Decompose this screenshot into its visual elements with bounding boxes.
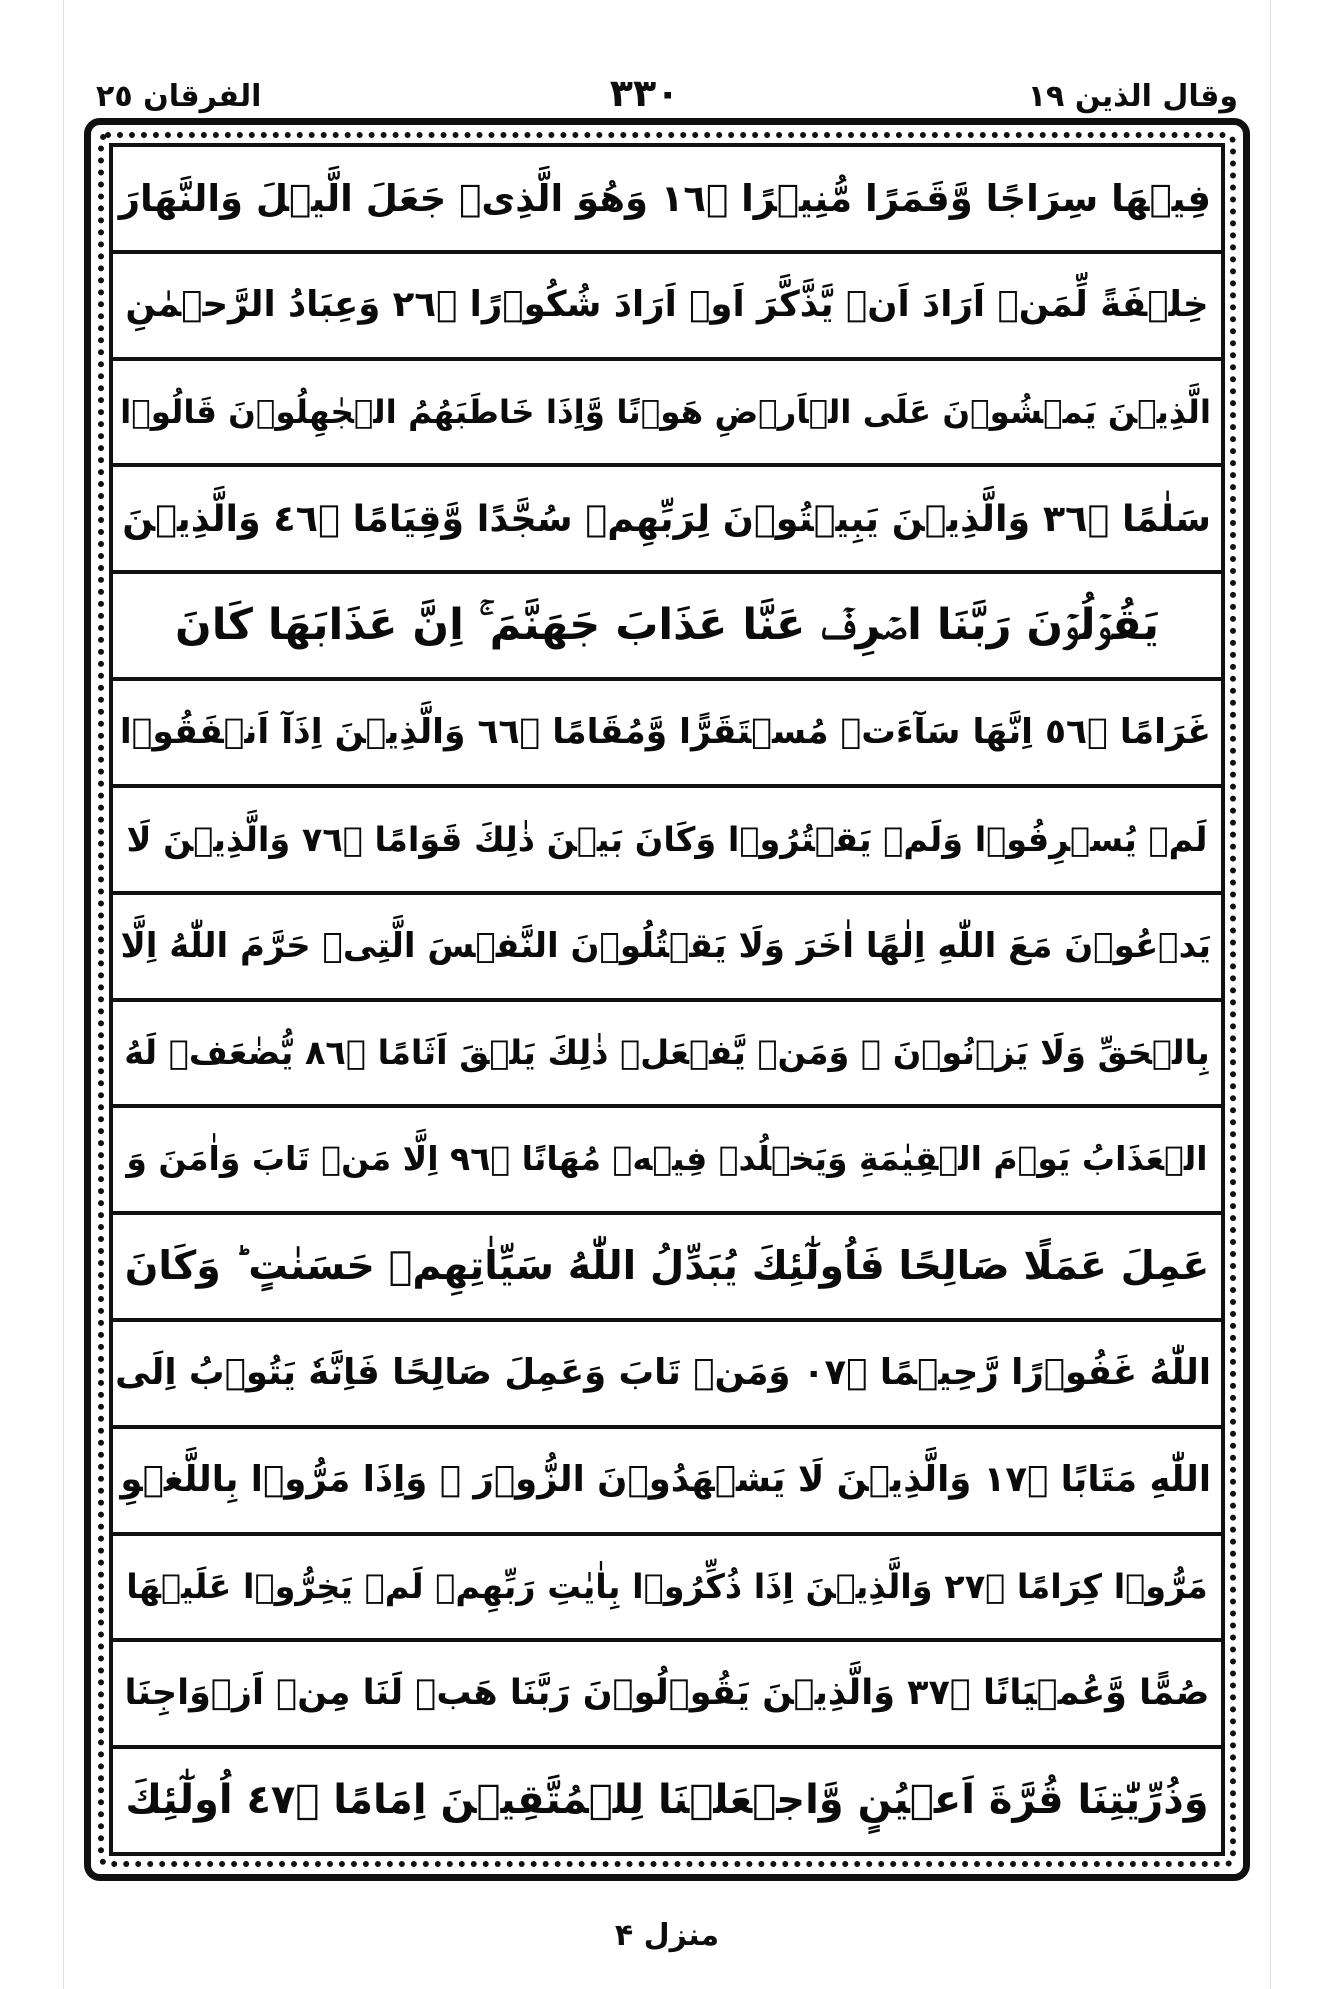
ayah-lines-container <box>109 143 1225 1856</box>
ayah-text: عَمِلَ عَمَلًا صَالِحًا فَاُولٰٓئِكَ يُبَدِّلُ اللّٰهُ سَيِّاٰتِهِمۡ حَسَنٰتٍ ؕ وَكَانَ <box>124 1243 1210 1290</box>
ayah-text: اللّٰهُ غَفُوۡرًا رَّحِيۡمًا ۝٧٠ وَمَنۡ تَابَ وَعَمِلَ صَالِحًا فَاِنَّهٗ يَتُوۡبُ اِلَى <box>115 1352 1211 1394</box>
ayah-text: لَمۡ يُسۡرِفُوۡا وَلَمۡ يَقۡتُرُوۡا وَكَانَ بَيۡنَ ذٰلِكَ قَوَامًا ۝٦٧ وَالَّذِيۡنَ لَا <box>126 819 1208 859</box>
ayah-line <box>113 147 1221 254</box>
ayah-line <box>113 1108 1221 1215</box>
ayah-text: الَّذِيۡنَ يَمۡشُوۡنَ عَلَى الۡاَرۡضِ هَوۡنًا وَّاِذَا خَاطَبَهُمُ الۡجٰهِلُوۡنَ قَالُوۡا <box>120 392 1211 431</box>
ayah-line <box>113 467 1221 574</box>
ayah-text: الۡعَذَابُ يَوۡمَ الۡقِيٰمَةِ وَيَخۡلُدۡ فِيۡهٖ مُهَانًا ۝٦٩ اِلَّا مَنۡ تَابَ وَاٰمَنَ وَ <box>126 1139 1208 1179</box>
ayah-line <box>113 1322 1221 1429</box>
ayah-line <box>113 574 1221 681</box>
ayah-line <box>113 1429 1221 1536</box>
scan-edge-left <box>63 0 64 1989</box>
page-number: ٣٣٠ <box>609 71 680 115</box>
page-footer <box>0 1881 1334 1989</box>
ayah-text: يَدۡعُوۡنَ مَعَ اللّٰهِ اِلٰهًا اٰخَرَ وَلَا يَقۡتُلُوۡنَ النَّفۡسَ الَّتِىۡ حَرَّمَ اللّٰهُ اِلَّا <box>120 926 1211 967</box>
ayah-text: بِالۡحَقِّ وَلَا يَزۡنُوۡنَ ۚ وَمَنۡ يَّفۡعَلۡ ذٰلِكَ يَلۡقَ اَثَامًا ۝٦٨ يُّضٰعَفۡ لَهُ <box>124 1033 1210 1073</box>
ayah-text: خِلۡفَةً لِّمَنۡ اَرَادَ اَنۡ يَّذَّكَّرَ اَوۡ اَرَادَ شُكُوۡرًا ۝٦٢ وَعِبَادُ الرَّحۡمٰنِ <box>125 284 1209 326</box>
ayah-text: صُمًّا وَّعُمۡيَانًا ۝٧٣ وَالَّذِيۡنَ يَقُوۡلُوۡنَ رَبَّنَا هَبۡ لَنَا مِنۡ اَزۡوَاجِنَا <box>124 1673 1210 1714</box>
manzil-label: منزل ۴ <box>614 1917 720 1953</box>
ayah-line <box>113 254 1221 361</box>
ayah-text: غَرَامًا ۝٦٥ اِنَّهَا سَآءَتۡ مُسۡتَقَرًّا وَّمُقَامًا ۝٦٦ وَالَّذِيۡنَ اِذَآ اَنۡفَقُوۡا <box>119 712 1211 753</box>
ayah-line <box>113 681 1221 788</box>
ayah-line <box>113 788 1221 895</box>
ayah-line <box>113 361 1221 468</box>
ayah-text: اللّٰهِ مَتَابًا ۝٧١ وَالَّذِيۡنَ لَا يَشۡهَدُوۡنَ الزُّوۡرَ ۙ وَاِذَا مَرُّوۡا بِاللَّغۡوِ <box>120 1459 1211 1501</box>
ornamental-frame <box>84 118 1250 1881</box>
ayah-text: سَلٰمًا ۝٦٣ وَالَّذِيۡنَ يَبِيۡتُوۡنَ لِرَبِّهِمۡ سُجَّدًا وَّقِيَامًا ۝٦٤ وَالَّذِيۡنَ <box>122 497 1211 541</box>
ayah-text: وَذُرِّيّٰتِنَا قُرَّةَ اَعۡيُنٍ وَّاجۡعَلۡنَا لِلۡمُتَّقِيۡنَ اِمَامًا ۝٧٤ اُولٰٓئِكَ <box>125 1777 1209 1823</box>
frame-dotted-border <box>98 132 1236 1867</box>
ayah-line <box>113 1002 1221 1109</box>
ayah-text: مَرُّوۡا كِرَامًا ۝٧٢ وَالَّذِيۡنَ اِذَا ذُكِّرُوۡا بِاٰيٰتِ رَبِّهِمۡ لَمۡ يَخِرُّوۡا عَلَيۡهَا <box>126 1567 1208 1607</box>
ayah-text: فِيۡهَا سِرَاجًا وَّقَمَرًا مُّنِيۡرًا ۝٦١ وَهُوَ الَّذِىۡ جَعَلَ الَّيۡلَ وَالنَّهَارَ <box>118 176 1211 220</box>
ayah-line <box>113 1215 1221 1322</box>
page-header <box>0 0 1334 118</box>
scan-edge-right <box>1270 0 1271 1989</box>
ayah-line <box>113 1642 1221 1749</box>
ayah-line <box>113 895 1221 1002</box>
ayah-line <box>113 1749 1221 1852</box>
ayah-text: يَقُوۡلُوۡنَ رَبَّنَا اصۡرِفۡ عَنَّا عَذَابَ جَهَنَّمَ ۚ اِنَّ عَذَابَهَا كَانَ <box>175 600 1159 651</box>
ayah-line <box>113 1536 1221 1643</box>
surah-label: الفرقان ٢٥ <box>96 79 262 114</box>
juz-label: وقال الذين ١٩ <box>1027 79 1238 114</box>
